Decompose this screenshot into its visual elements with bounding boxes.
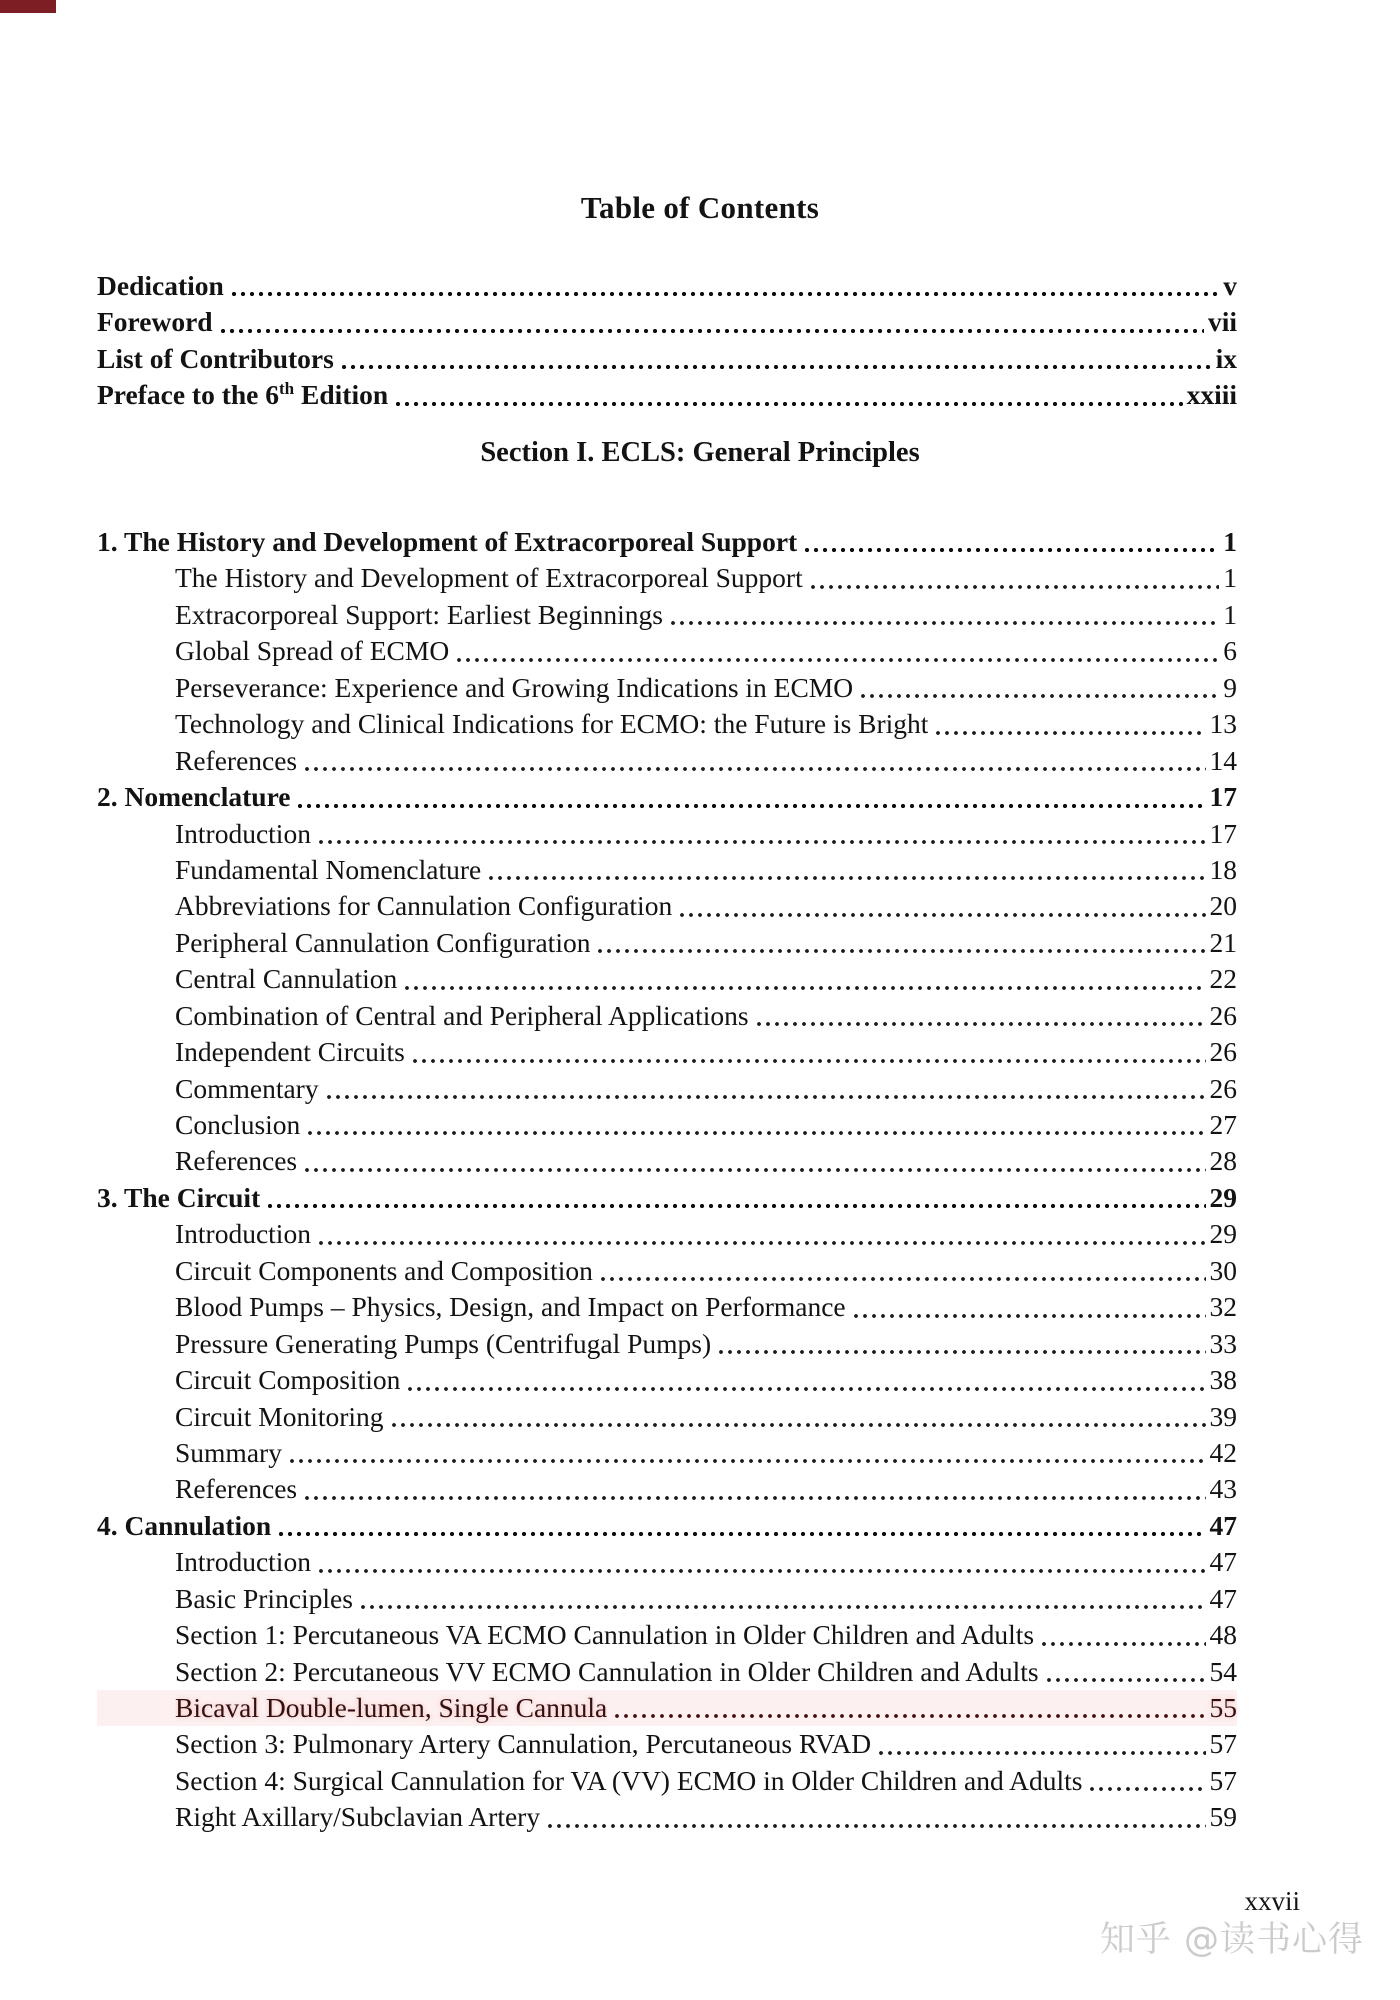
toc-entry-page: vii: [1207, 306, 1237, 338]
toc-entry-page: 47: [1209, 1546, 1237, 1578]
toc-entry-row: [97, 1435, 1237, 1471]
toc-entry-row: [97, 1216, 1237, 1252]
toc-entry-page: 33: [1209, 1327, 1237, 1359]
dot-leader: [757, 1022, 1206, 1026]
toc-entry-label: Introduction: [175, 1546, 311, 1578]
toc-entry-row: [97, 852, 1237, 888]
dot-leader: [680, 913, 1205, 917]
toc-entry-label: Summary: [175, 1436, 282, 1468]
toc-entry-label: Perseverance: Experience and Growing Indications in ECMO: [175, 671, 854, 703]
toc-entry-label: References: [175, 1473, 298, 1505]
toc-entry-row: [97, 888, 1237, 924]
toc-entry-label: Dedication: [97, 270, 224, 301]
dot-leader: [232, 292, 1219, 296]
toc-entry-row: [97, 597, 1237, 633]
toc-entry-label: References: [175, 1145, 298, 1177]
dot-leader: [861, 694, 1219, 698]
toc-entry-label: Peripheral Cannulation Configuration: [175, 926, 591, 958]
toc-entry-page: 30: [1209, 1254, 1237, 1286]
toc-entry-page: 9: [1223, 671, 1237, 703]
toc-entry-row: [97, 1617, 1237, 1653]
toc-entry-row: [97, 1107, 1237, 1143]
dot-leader: [408, 1387, 1205, 1391]
toc-entry-label: 4. Cannulation: [97, 1509, 272, 1541]
toc-entry-label: Right Axillary/Subclavian Artery: [175, 1801, 541, 1833]
toc-entry-label: Section 3: Pulmonary Artery Cannulation, Percutaneous RVAD: [175, 1728, 872, 1760]
dot-leader: [936, 731, 1205, 735]
toc-entry-page: 18: [1209, 853, 1237, 885]
toc-entry-row: [97, 1799, 1237, 1835]
toc-entry-row: [97, 743, 1237, 779]
front-matter-row: [97, 377, 1237, 413]
toc-entry-row: [97, 1726, 1237, 1762]
toc-entry-row: [97, 706, 1237, 742]
toc-entry-row: [97, 1399, 1237, 1435]
toc-entry-page: 28: [1209, 1145, 1237, 1177]
dot-leader: [308, 1131, 1205, 1135]
toc-entry-row: [97, 560, 1237, 596]
toc-entry-label: References: [175, 744, 298, 776]
toc-entry-page: 17: [1209, 817, 1237, 849]
dot-leader: [811, 585, 1220, 589]
dot-leader: [548, 1824, 1205, 1828]
toc-chapter-row: [97, 1508, 1237, 1544]
scan-corner-artifact: [0, 0, 56, 13]
toc-entry-page: 29: [1209, 1218, 1237, 1250]
dot-leader: [319, 840, 1206, 844]
toc-entry-label: Section 2: Percutaneous VV ECMO Cannulation in Older Children and Adults: [175, 1655, 1039, 1687]
dot-leader: [319, 1241, 1206, 1245]
dot-leader: [327, 1095, 1206, 1099]
toc-entry-row: [97, 1253, 1237, 1289]
toc-entry-page: 38: [1209, 1364, 1237, 1396]
dot-leader: [601, 1277, 1206, 1281]
toc-entry-label: Preface to the 6th Edition: [97, 379, 389, 411]
toc-entry-row: [97, 633, 1237, 669]
toc-entry-page: 59: [1209, 1801, 1237, 1833]
toc-entry-page: 1: [1223, 526, 1237, 557]
toc-entry-highlighted: [97, 1690, 1237, 1726]
dot-leader: [1090, 1787, 1205, 1791]
toc-entry-page: 21: [1209, 926, 1237, 958]
toc-entry-row: [97, 1581, 1237, 1617]
dot-leader: [396, 402, 1182, 406]
toc-entry-row: [97, 1326, 1237, 1362]
dot-leader: [392, 1423, 1206, 1427]
dot-leader: [268, 1204, 1205, 1208]
dot-leader: [879, 1751, 1205, 1755]
toc-entry-page: 47: [1209, 1582, 1237, 1614]
toc-entry-label: Introduction: [175, 817, 311, 849]
toc-entry-page: 39: [1209, 1400, 1237, 1432]
toc-entry-label: List of Contributors: [97, 342, 334, 374]
dot-leader: [413, 1059, 1206, 1063]
toc-entry-row: [97, 1471, 1237, 1507]
dot-leader: [305, 1168, 1205, 1172]
toc-entry-label: The History and Development of Extracorporeal Support: [175, 562, 803, 594]
dot-leader: [805, 548, 1219, 552]
toc-entry-page: 55: [1209, 1692, 1237, 1723]
dot-leader: [615, 1714, 1205, 1718]
toc-entry-label: Basic Principles: [175, 1582, 353, 1614]
toc-entry-page: ix: [1215, 342, 1237, 374]
toc-entry-page: 1: [1223, 562, 1237, 594]
toc-entry-page: 27: [1209, 1109, 1237, 1140]
toc-entry-label: Introduction: [175, 1218, 311, 1250]
toc-chapter-row: [97, 1180, 1237, 1216]
toc-entry-page: 29: [1209, 1181, 1237, 1213]
toc-entry-label: Conclusion: [175, 1109, 301, 1140]
toc-entry-page: 32: [1209, 1291, 1237, 1323]
toc-entry-page: 47: [1209, 1509, 1237, 1541]
toc-entry-page: 43: [1209, 1473, 1237, 1505]
toc-entry-label: Foreword: [97, 306, 213, 338]
dot-leader: [298, 804, 1205, 808]
toc-entry-row: [97, 1034, 1237, 1070]
dot-leader: [457, 658, 1219, 662]
dot-leader: [319, 1569, 1206, 1573]
toc-entry-page: 1: [1223, 598, 1237, 630]
toc-entry-row: [97, 998, 1237, 1034]
toc-entry-row: [97, 1654, 1237, 1690]
toc-entry-page: 54: [1209, 1655, 1237, 1687]
dot-leader: [361, 1605, 1206, 1609]
dot-leader: [279, 1532, 1205, 1536]
toc-entry-row: [97, 1289, 1237, 1325]
front-matter-list: [97, 268, 1237, 414]
toc-entry-label: Circuit Components and Composition: [175, 1254, 593, 1286]
toc-entry-label: Extracorporeal Support: Earliest Beginnings: [175, 598, 664, 630]
toc-entry-label: Blood Pumps – Physics, Design, and Impact on Performance: [175, 1291, 846, 1323]
page-title: Table of Contents: [580, 190, 820, 225]
dot-leader: [1047, 1678, 1206, 1682]
toc-entry-label: 1. The History and Development of Extracorporeal Support: [97, 526, 798, 557]
toc-entry-page: 22: [1209, 963, 1237, 995]
toc-entry-label: Bicaval Double-lumen, Single Cannula: [175, 1692, 608, 1723]
toc-entry-page: xxiii: [1186, 379, 1237, 411]
toc-entry-page: v: [1223, 270, 1237, 301]
toc-entry-label: Pressure Generating Pumps (Centrifugal Pumps): [175, 1327, 712, 1359]
toc-entry-row: [97, 925, 1237, 961]
ordinal-superscript: th: [278, 379, 295, 399]
toc-entry-label: Central Cannulation: [175, 963, 398, 995]
toc-entry-row: [97, 670, 1237, 706]
dot-leader: [598, 949, 1205, 953]
toc-entry-page: 48: [1209, 1619, 1237, 1651]
dot-leader: [342, 365, 1212, 369]
toc-entry-page: 13: [1209, 708, 1237, 740]
toc-entry-row: [97, 961, 1237, 997]
dot-leader: [489, 876, 1205, 880]
toc-entry-label: Section 4: Surgical Cannulation for VA (VV) ECMO in Older Children and Adults: [175, 1764, 1083, 1796]
toc-entry-page: 14: [1209, 744, 1237, 776]
front-matter-row: [97, 304, 1237, 340]
toc-entry-label: Circuit Composition: [175, 1364, 401, 1396]
toc-entry-page: 26: [1209, 1036, 1237, 1068]
toc-entry-label: Global Spread of ECMO: [175, 635, 450, 667]
front-matter-row: [97, 268, 1237, 304]
toc-entry-page: 20: [1209, 890, 1237, 922]
toc-entry-label: Independent Circuits: [175, 1036, 405, 1068]
toc-chapter-row: [97, 524, 1237, 560]
toc-entry-label: Fundamental Nomenclature: [175, 853, 482, 885]
dot-leader: [1042, 1642, 1205, 1646]
toc-entry-row: [97, 1071, 1237, 1107]
toc-entry-page: 6: [1223, 635, 1237, 667]
toc-entry-label: 3. The Circuit: [97, 1181, 261, 1213]
toc-entry-label: Combination of Central and Peripheral Applications: [175, 999, 749, 1031]
section-heading: Section I. ECLS: General Principles: [480, 437, 920, 468]
dot-leader: [305, 767, 1205, 771]
dot-leader: [221, 329, 1204, 333]
dot-leader: [671, 621, 1219, 625]
toc-entry-page: 26: [1209, 1072, 1237, 1104]
dot-leader: [854, 1314, 1206, 1318]
toc-chapter-row: [97, 779, 1237, 815]
toc-entry-label: Abbreviations for Cannulation Configuration: [175, 890, 673, 922]
toc-entry-page: 57: [1209, 1764, 1237, 1796]
dot-leader: [719, 1350, 1205, 1354]
dot-leader: [290, 1459, 1206, 1463]
front-matter-row: [97, 341, 1237, 377]
toc-entry-row: [97, 1143, 1237, 1179]
toc-entry-row: [97, 1763, 1237, 1799]
footer-page-number: xxvii: [1244, 1886, 1300, 1916]
toc-entry-label: Section 1: Percutaneous VA ECMO Cannulation in Older Children and Adults: [175, 1619, 1035, 1651]
toc-entry-row: [97, 816, 1237, 852]
toc-entry-row: [97, 1544, 1237, 1580]
toc-entry-label: Commentary: [175, 1072, 319, 1104]
toc-entry-page: 17: [1209, 781, 1237, 813]
toc-entry-page: 26: [1209, 999, 1237, 1031]
toc-entry-label: 2. Nomenclature: [97, 781, 291, 813]
toc-list: [97, 524, 1237, 1836]
toc-entry-label: Circuit Monitoring: [175, 1400, 384, 1432]
watermark-text: 知乎 @读书心得: [1099, 1920, 1364, 1960]
toc-entry-label: Technology and Clinical Indications for ECMO: the Future is Bright: [175, 708, 929, 740]
dot-leader: [405, 986, 1205, 990]
dot-leader: [305, 1496, 1205, 1500]
toc-entry-page: 57: [1209, 1728, 1237, 1760]
toc-entry-page: 42: [1209, 1436, 1237, 1468]
toc-entry-row: [97, 1362, 1237, 1398]
